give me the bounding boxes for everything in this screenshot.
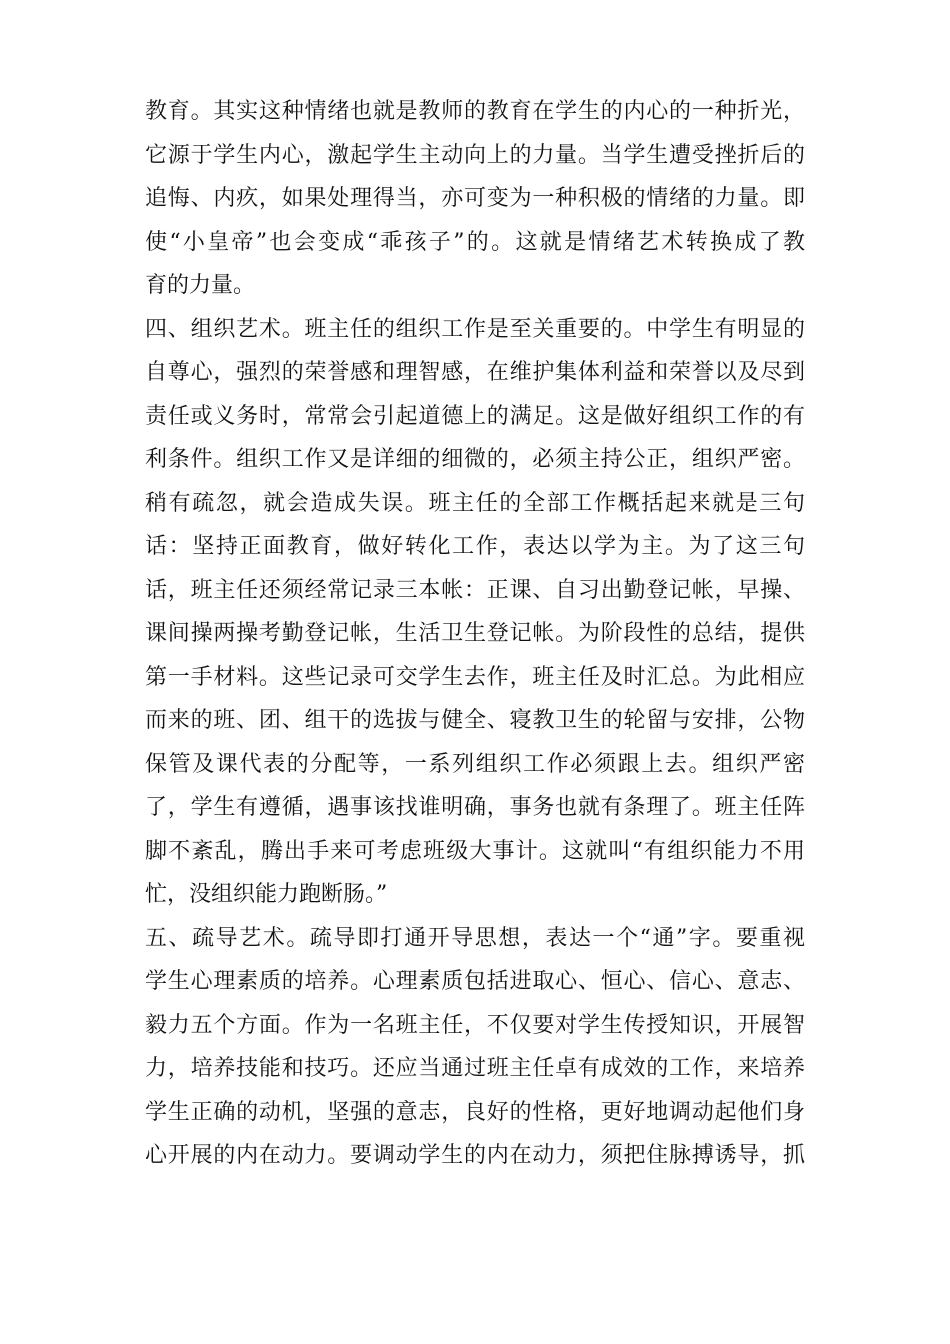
text-line: 四、组织艺术。班主任的组织工作是至关重要的。中学生有明显的 xyxy=(145,316,805,342)
text-line: 了，学生有遵循，遇事该找谁明确，事务也就有条理了。班主任阵 xyxy=(145,795,805,820)
text-line: 而来的班、团、组干的选拔与健全、寝教卫生的轮留与安排，公物 xyxy=(145,708,805,733)
text-line: 追悔、内疚，如果处理得当，亦可变为一种积极的情绪的力量。即 xyxy=(145,186,805,211)
text-line: 五、疏导艺术。疏导即打通开导思想，表达一个“通”字。要重视 xyxy=(145,925,805,951)
body-text xyxy=(145,90,805,1178)
text-line: 力，培养技能和技巧。还应当通过班主任卓有成效的工作，来培养 xyxy=(145,1056,805,1081)
text-line: 脚不紊乱，腾出手来可考虑班级大事计。这就叫“有组织能力不用 xyxy=(145,838,805,864)
text-line: 自尊心，强烈的荣誉感和理智感，在维护集体利益和荣誉以及尽到 xyxy=(145,360,805,385)
text-line: 课间操两操考勤登记帐，生活卫生登记帐。为阶段性的总结，提供 xyxy=(145,621,805,646)
text-line: 学生心理素质的培养。心理素质包括进取心、恒心、信心、意志、 xyxy=(145,969,805,994)
text-line: 稍有疏忽，就会造成失误。班主任的全部工作概括起来就是三句 xyxy=(145,490,805,516)
text-line: 第一手材料。这些记录可交学生去作，班主任及时汇总。为此相应 xyxy=(145,664,805,690)
text-line: 使“小皇帝”也会变成“乖孩子”的。这就是情绪艺术转换成了教 xyxy=(145,229,805,255)
text-line: 教育。其实这种情绪也就是教师的教育在学生的内心的一种折光， xyxy=(145,99,805,124)
text-line: 育的力量。 xyxy=(145,273,256,298)
text-line: 学生正确的动机，坚强的意志，良好的性格，更好地调动起他们身 xyxy=(145,1099,805,1125)
text-line: 话，班主任还须经常记录三本帐：正课、自习出勤登记帐，早操、 xyxy=(145,577,805,603)
text-line: 它源于学生内心，激起学生主动向上的力量。当学生遭受挫折后的 xyxy=(145,142,805,168)
text-line: 话：坚持正面教育，做好转化工作，表达以学为主。为了这三句 xyxy=(145,534,805,559)
text-line: 忙，没组织能力跑断肠。” xyxy=(145,882,388,907)
text-line: 心开展的内在动力。要调动学生的内在动力，须把住脉搏诱导，抓 xyxy=(145,1143,805,1168)
text-line: 责任或义务时，常常会引起道德上的满足。这是做好组织工作的有 xyxy=(145,403,805,429)
text-line: 保管及课代表的分配等，一系列组织工作必须跟上去。组织严密 xyxy=(145,751,805,777)
text-line: 利条件。组织工作又是详细的细微的，必须主持公正，组织严密。 xyxy=(145,447,805,472)
text-line: 毅力五个方面。作为一名班主任，不仅要对学生传授知识，开展智 xyxy=(145,1012,805,1038)
